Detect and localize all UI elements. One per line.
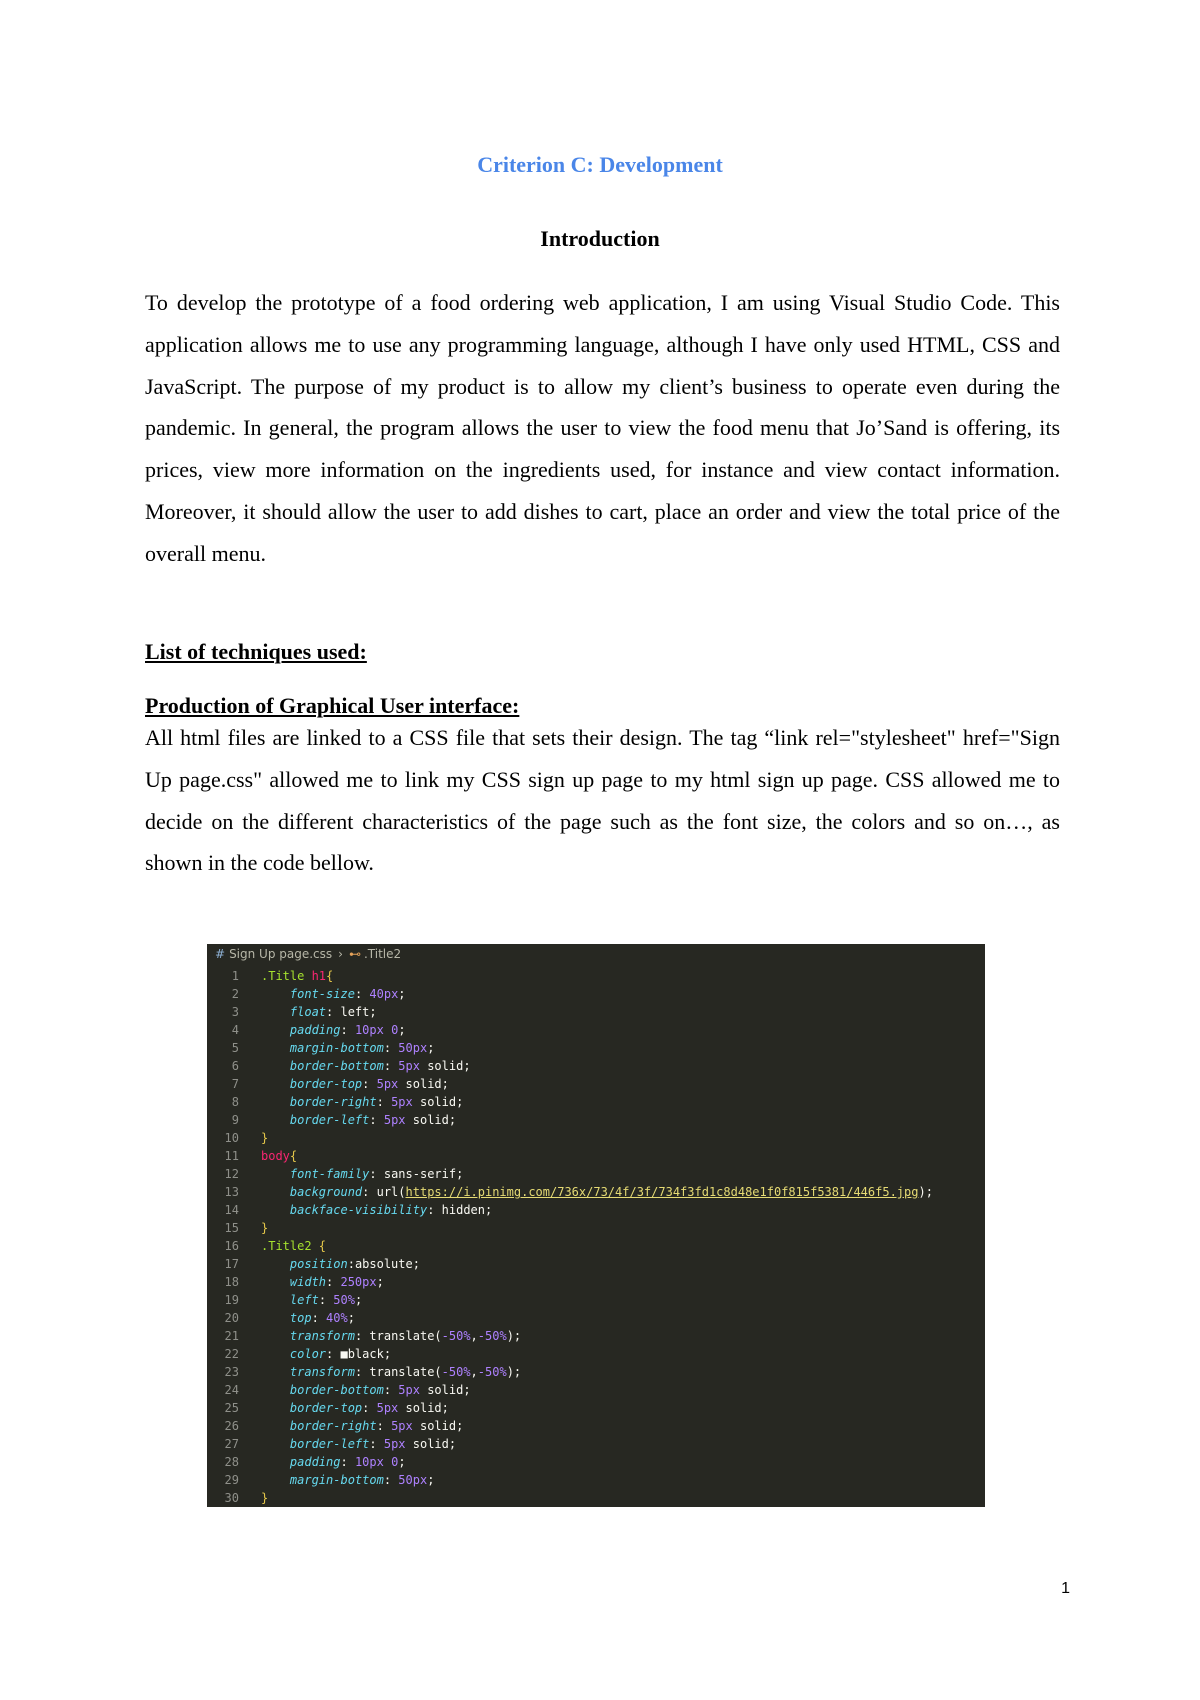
code-line [207, 1237, 985, 1255]
gui-subheading: Production of Graphical User interface: [145, 693, 520, 718]
code-text: width: 250px; [289, 1275, 384, 1289]
code-text: } [261, 1491, 269, 1505]
line-number: 24 [224, 1383, 239, 1397]
line-number: 21 [224, 1329, 239, 1343]
code-line [207, 1093, 985, 1111]
line-number: 23 [224, 1365, 239, 1379]
code-line [207, 1165, 985, 1183]
code-line [207, 1345, 985, 1363]
code-text: color: ■black; [289, 1347, 392, 1361]
code-line [207, 1255, 985, 1273]
code-line [207, 1417, 985, 1435]
code-line [207, 1129, 985, 1147]
line-number: 27 [224, 1437, 239, 1451]
line-number: 5 [231, 1041, 239, 1055]
code-text: border-right: 5px solid; [289, 1095, 464, 1109]
line-number: 3 [231, 1005, 239, 1019]
symbol-class-icon: ⊷ [348, 947, 361, 961]
code-text: } [261, 1131, 269, 1145]
line-number: 9 [231, 1113, 239, 1127]
code-line [207, 1201, 985, 1219]
code-line [207, 1381, 985, 1399]
code-line [207, 1003, 985, 1021]
code-lines [207, 967, 985, 1507]
page-title: Criterion C: Development [477, 152, 723, 177]
line-number: 17 [224, 1257, 239, 1271]
code-line [207, 1273, 985, 1291]
line-number: 18 [224, 1275, 239, 1289]
code-text: .Title2 { [261, 1239, 327, 1253]
code-line [207, 985, 985, 1003]
code-text: border-left: 5px solid; [289, 1113, 457, 1127]
code-line [207, 1363, 985, 1381]
code-line [207, 1399, 985, 1417]
code-line [207, 1309, 985, 1327]
code-text: left: 50%; [289, 1293, 363, 1307]
line-number: 19 [224, 1293, 239, 1307]
code-text: transform: translate(-50%,-50%); [289, 1329, 522, 1343]
code-line [207, 1147, 985, 1165]
line-number: 8 [231, 1095, 239, 1109]
code-text: border-bottom: 5px solid; [289, 1059, 471, 1073]
gui-paragraph: All html files are linked to a CSS file that sets their design. The tag “link rel="stylesheet" href="Sign Up page.css" allowed me to link my CSS sign up page to my html sign up page. CSS allowed me to decide on the different characteristics of the page such as the font size, the colors and so on…, as shown in the code bellow. [145, 725, 1060, 876]
breadcrumb-file: Sign Up page.css [229, 947, 333, 961]
line-number: 29 [224, 1473, 239, 1487]
line-number: 28 [224, 1455, 239, 1469]
code-text: padding: 10px 0; [289, 1023, 406, 1037]
line-number: 11 [224, 1149, 239, 1163]
code-text: font-size: 40px; [289, 987, 406, 1001]
line-number: 12 [224, 1167, 239, 1181]
code-line [207, 1435, 985, 1453]
code-line [207, 1039, 985, 1057]
line-number: 2 [231, 987, 239, 1001]
css-file-icon: # [215, 947, 226, 961]
line-number: 26 [224, 1419, 239, 1433]
code-text: border-bottom: 5px solid; [289, 1383, 471, 1397]
line-number: 25 [224, 1401, 239, 1415]
line-number: 10 [224, 1131, 239, 1145]
line-number: 1 [231, 969, 239, 983]
code-line [207, 1471, 985, 1489]
line-number: 4 [231, 1023, 239, 1037]
line-number: 14 [224, 1203, 239, 1217]
line-number: 22 [224, 1347, 239, 1361]
techniques-list-heading: List of techniques used: [145, 639, 367, 664]
code-screenshot [207, 944, 985, 1507]
code-text: backface-visibility: hidden; [289, 1203, 493, 1217]
code-line [207, 1021, 985, 1039]
code-text: position:absolute; [289, 1257, 420, 1271]
line-number: 13 [224, 1185, 239, 1199]
code-line [207, 1111, 985, 1129]
code-line [207, 1057, 985, 1075]
code-line [207, 1453, 985, 1471]
code-text: border-right: 5px solid; [289, 1419, 464, 1433]
code-text: top: 40%; [289, 1311, 355, 1325]
code-text: font-family: sans-serif; [289, 1167, 464, 1181]
code-line [207, 1489, 985, 1507]
code-line [207, 1075, 985, 1093]
code-text: padding: 10px 0; [289, 1455, 406, 1469]
editor-breadcrumb [207, 944, 985, 965]
code-text: } [261, 1221, 269, 1235]
code-text: body{ [261, 1149, 298, 1163]
intro-paragraph: To develop the prototype of a food ordering web application, I am using Visual Studio Code. This application allows me to use any programming language, although I have only used HTML, CSS and JavaScript. The purpose of my product is to allow my client’s business to operate even during the pandemic. In general, the program allows the user to view the food menu that Jo’Sand is offering, its prices, view more information on the ingredients used, for instance and view contact information. Moreover, it should allow the user to add dishes to cart, place an order and view the total price of the overall menu. [145, 290, 1060, 566]
code-text: transform: translate(-50%,-50%); [289, 1365, 522, 1379]
line-number: 15 [224, 1221, 239, 1235]
code-text: border-top: 5px solid; [289, 1077, 449, 1091]
line-number: 6 [231, 1059, 239, 1073]
code-text: margin-bottom: 50px; [289, 1041, 435, 1055]
line-number: 16 [224, 1239, 239, 1253]
line-number: 7 [231, 1077, 239, 1091]
code-text: background: url(https://i.pinimg.com/736x/73/4f/3f/734f3fd1c8d48e1f0f815f5381/446f5.jpg); [289, 1185, 933, 1199]
breadcrumb-symbol: .Title2 [363, 947, 402, 961]
page-number: 1 [1061, 1580, 1070, 1597]
line-number: 20 [224, 1311, 239, 1325]
code-text: border-top: 5px solid; [289, 1401, 449, 1415]
section-heading-introduction: Introduction [540, 226, 660, 251]
code-line [207, 967, 985, 985]
code-text: float: left; [289, 1005, 377, 1019]
code-line [207, 1183, 985, 1201]
code-line [207, 1327, 985, 1345]
code-text: border-left: 5px solid; [289, 1437, 457, 1451]
line-number: 30 [224, 1491, 239, 1505]
code-line [207, 1291, 985, 1309]
code-line [207, 1219, 985, 1237]
code-text: .Title h1{ [261, 969, 334, 983]
code-text: margin-bottom: 50px; [289, 1473, 435, 1487]
chevron-right-icon: › [338, 947, 343, 961]
